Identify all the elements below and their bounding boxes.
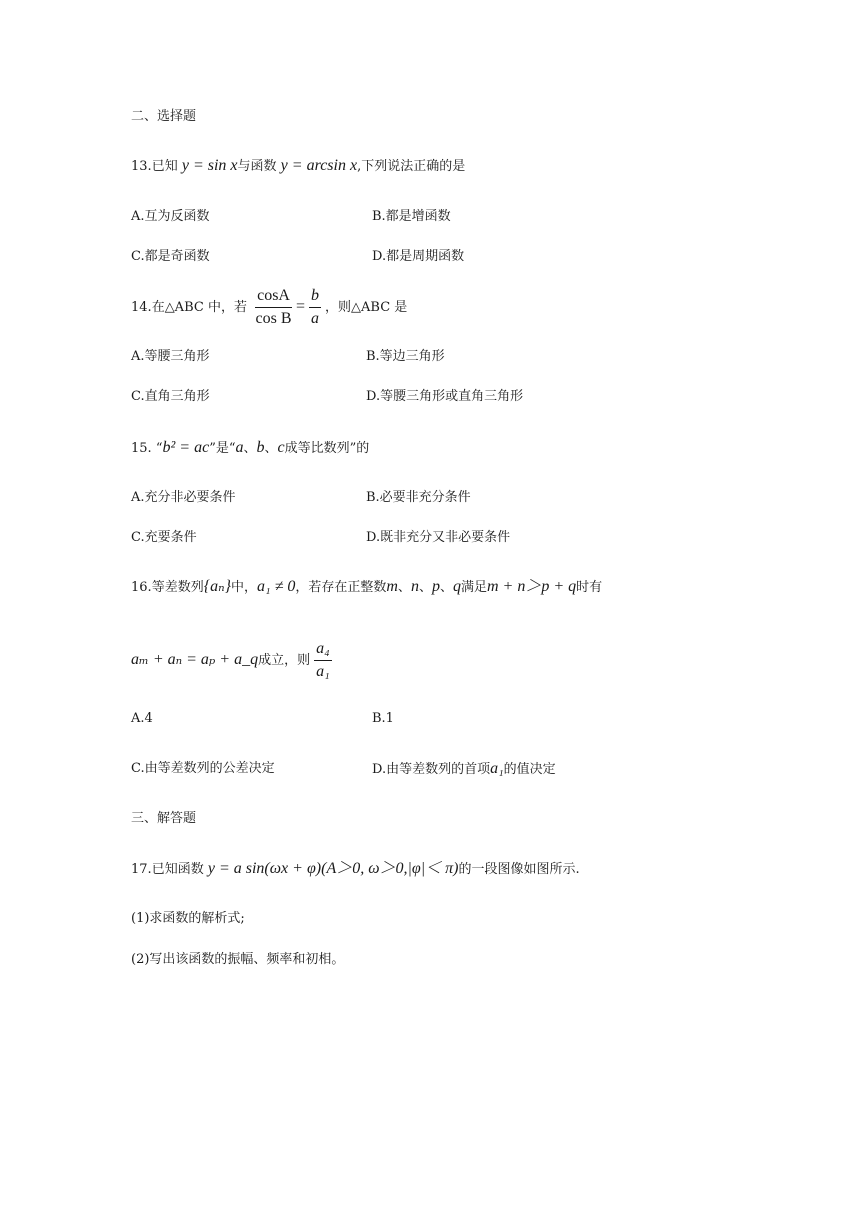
question-text: 、 (397, 580, 411, 595)
option-d (372, 759, 556, 780)
question-text: ，则△ABC 是 (325, 300, 408, 315)
question-text: ,下列说法正确的是 (357, 159, 466, 174)
math-expression: y = arcsin x (280, 157, 358, 174)
option-a: A.互为反函数 (131, 209, 210, 224)
section-three-heading: 三、解答题 (131, 811, 197, 826)
question-text: ”是“ (209, 441, 236, 456)
question-text: 成等比数列”的 (284, 441, 370, 456)
question-text: 满足 (460, 580, 487, 595)
fraction-numerator: a₄ (314, 640, 332, 661)
question-text: 、 (264, 441, 278, 456)
question-number: 15. (131, 441, 152, 456)
option-text: 的值决定 (503, 762, 556, 777)
math-expression: m + n＞p + q (486, 578, 577, 595)
question-text: ，若存在正整数 (295, 580, 387, 595)
option-b: B.1 (372, 711, 394, 726)
math-variable: m (386, 578, 398, 595)
math-expression: c (277, 439, 285, 456)
question-16-line-2 (131, 638, 336, 683)
question-text: 与函数 (237, 159, 277, 174)
question-number: 16. (131, 580, 152, 595)
question-text: 、 (418, 580, 432, 595)
fraction-denominator: a (311, 310, 320, 327)
option-b: B.都是增函数 (372, 209, 451, 224)
fraction (255, 287, 292, 328)
option-b: B.等边三角形 (366, 349, 445, 364)
question-text: 已知 (151, 159, 178, 174)
option-c: C.都是奇函数 (131, 249, 210, 264)
math-expression: a₁ (490, 760, 504, 777)
question-number: 13. (131, 159, 152, 174)
option-d: D.都是周期函数 (372, 249, 465, 264)
question-text: “ (155, 441, 163, 456)
math-expression: b² = ac (162, 439, 210, 456)
section-two-heading: 二、选择题 (131, 109, 197, 124)
question-text: 中， (230, 580, 257, 595)
question-text: 在△ABC 中，若 (151, 300, 247, 315)
question-13 (131, 156, 465, 177)
math-variable: p (431, 578, 440, 595)
question-14 (131, 286, 407, 329)
option-d: D.等腰三角形或直角三角形 (366, 389, 524, 404)
math-expression: a₁ ≠ 0 (257, 578, 296, 595)
question-number: 14. (131, 300, 152, 315)
sub-question-2: (2)写出该函数的振幅、频率和初相。 (131, 952, 345, 967)
fraction (314, 640, 332, 681)
option-c: C.由等差数列的公差决定 (131, 761, 275, 776)
question-text: 时有 (576, 580, 603, 595)
question-17 (131, 859, 580, 880)
option-a: A.4 (131, 711, 153, 726)
math-variable: q (452, 578, 461, 595)
fraction-numerator: b (309, 287, 321, 308)
option-c: C.直角三角形 (131, 389, 210, 404)
math-expression: y = sin x (181, 157, 238, 174)
question-text: 、 (439, 580, 453, 595)
fraction-numerator: cosA (255, 287, 292, 308)
question-text: 的一段图像如图所示. (458, 862, 580, 877)
question-text: 等差数列 (151, 580, 204, 595)
question-text: 、 (243, 441, 257, 456)
option-b: B.必要非充分条件 (366, 490, 471, 505)
question-text: 成立，则 (258, 653, 311, 668)
sub-question-1: (1)求函数的解析式; (131, 911, 245, 926)
fraction-denominator: a₁ (316, 663, 330, 680)
question-16 (131, 577, 602, 598)
question-number: 17. (131, 862, 152, 877)
math-expression: y = a sin(ωx + φ)(A＞0, ω＞0,|φ|＜ π) (207, 860, 459, 877)
sequence-expression: {aₙ} (203, 578, 231, 595)
question-15 (131, 438, 369, 459)
math-expression: a (235, 439, 244, 456)
option-a: A.等腰三角形 (131, 349, 210, 364)
question-text: 已知函数 (151, 862, 204, 877)
fraction-denominator: cos B (255, 310, 292, 327)
math-variable: n (410, 578, 419, 595)
option-d: D.既非充分又非必要条件 (366, 530, 511, 545)
math-expression: b (256, 439, 265, 456)
option-text: D.由等差数列的首项 (372, 762, 491, 777)
option-a: A.充分非必要条件 (131, 490, 236, 505)
fraction (309, 287, 321, 328)
math-expression: aₘ + aₙ = aₚ + a_q (131, 651, 259, 668)
equals-sign: = (295, 298, 306, 315)
option-c: C.充要条件 (131, 530, 197, 545)
